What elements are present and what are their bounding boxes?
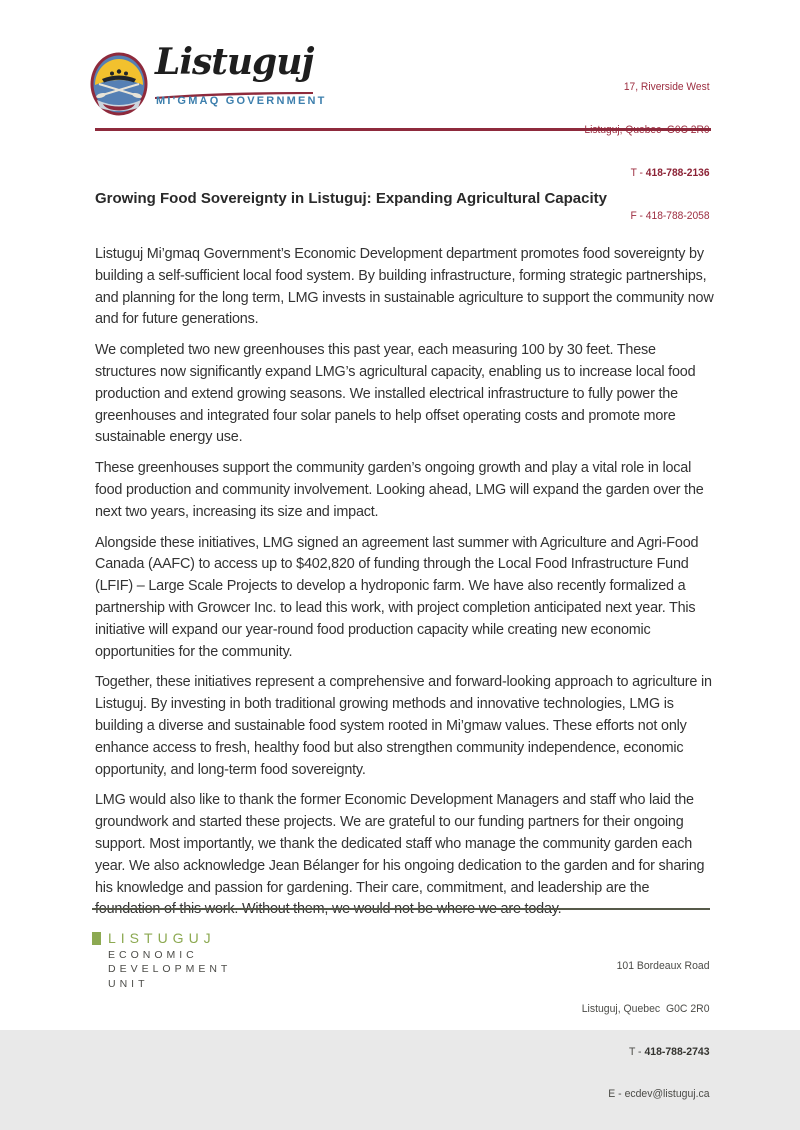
unit-line-unit: UNIT [108, 977, 149, 990]
address-fax [585, 209, 710, 223]
logo-wordmark: Listuguj [155, 41, 314, 83]
unit-line-economic: ECONOMIC [108, 948, 198, 961]
footer-address-city: Listuguj, Quebec G0C 2R0 [582, 1003, 710, 1016]
footer-address-phone [582, 1045, 710, 1059]
paragraph-4: Alongside these initiatives, LMG signed an agreement last summer with Agriculture and Agri-Food Canada (AAFC) to access up to $402,820 of funding through the Local Food Infrastructure Fund (LFIF) – Large Scale Projects to develop a hydroponic farm. We have also recently formalized a partnership with Growcer Inc. to lead this work, with project completion anticipated next year. This initiative will expand our year-round food production capacity while creating new economic opportunities for the community. [95, 534, 699, 660]
logo-subtitle: MI'GMAQ GOVERNMENT [156, 95, 327, 107]
footer-phone-label: T - [629, 1045, 645, 1058]
paragraph-3: These greenhouses support the community garden’s ongoing growth and play a vital role in local food production and community involvement. Looking ahead, LMG will expand the garden over the next two years, increasing its size and impact. [95, 460, 704, 520]
footer-email-label: E - [608, 1088, 626, 1101]
footer-divider [92, 908, 710, 910]
footer-address-street: 101 Bordeaux Road [617, 960, 710, 973]
paragraph-2: We completed two new greenhouses this past year, each measuring 100 by 30 feet. These structures now significantly expand LMG’s agricultural capacity, enabling us to increase local food production and extend growing seasons. We installed electrical infrastructure to fully power the greenhouses and integrated four solar panels to help offset operating costs and promote more sustainable energy use. [95, 342, 696, 446]
fax-label: F - [630, 210, 647, 223]
document-title: Growing Food Sovereignty in Listuguj: Expanding Agricultural Capacity [95, 190, 607, 207]
logo-wordmark-group [155, 41, 327, 120]
document-body [95, 244, 716, 930]
address-street: 17, Riverside West [624, 80, 710, 93]
fax-number: 418-788-2058 [646, 210, 710, 223]
unit-line-development: DEVELOPMENT [108, 963, 232, 975]
footer-address-email [582, 1087, 710, 1101]
unit-office-address [582, 931, 710, 1130]
economic-development-unit-logo [92, 930, 231, 990]
phone-label: T - [631, 167, 647, 180]
green-square-bullet-icon [92, 932, 101, 945]
listuguj-emblem-logo [90, 52, 148, 116]
phone-number: 418-788-2136 [646, 167, 710, 180]
unit-name-row [92, 930, 231, 946]
footer-phone-number: 418-788-2743 [644, 1045, 710, 1058]
emblem-icon [90, 52, 148, 116]
address-phone [585, 166, 710, 180]
paragraph-1: Listuguj Mi’gmaq Government’s Economic Development department promotes food sovereignty by building a self-sufficient local food system. By building infrastructure, forming strategic partnerships, and planning for the long term, LMG invests in sustainable agriculture to support the community now and for future generations. [95, 246, 714, 328]
paragraph-6: LMG would also like to thank the former Economic Development Managers and staff who laid the groundwork and started these projects. We are grateful to our funding partners for their ongoing support. Most importantly, we thank the dedicated staff who manage the community garden each year. We also acknowledge Jean Bélanger for his ongoing dedication to the garden and for sharing his knowledge and passion for gardening. Their care, commitment, and leadership are the foundation of this work. Without them, we would not be where we are today. [95, 792, 705, 918]
unit-name: LISTUGUJ [108, 930, 216, 946]
footer-email-value: ecdev@listuguj.ca [625, 1088, 710, 1101]
paragraph-5: Together, these initiatives represent a comprehensive and forward-looking approach to agriculture in Listuguj. By investing in both traditional growing methods and innovative technologies, LMG is building a diverse and sustainable food system rooted in Mi’gmaw values. These efforts not only enhance access to fresh, healthy food but also strengthen community independence, economic opportunity, and long-term food sovereignty. [95, 674, 712, 778]
header-divider [95, 128, 711, 131]
head-office-address [585, 51, 710, 253]
